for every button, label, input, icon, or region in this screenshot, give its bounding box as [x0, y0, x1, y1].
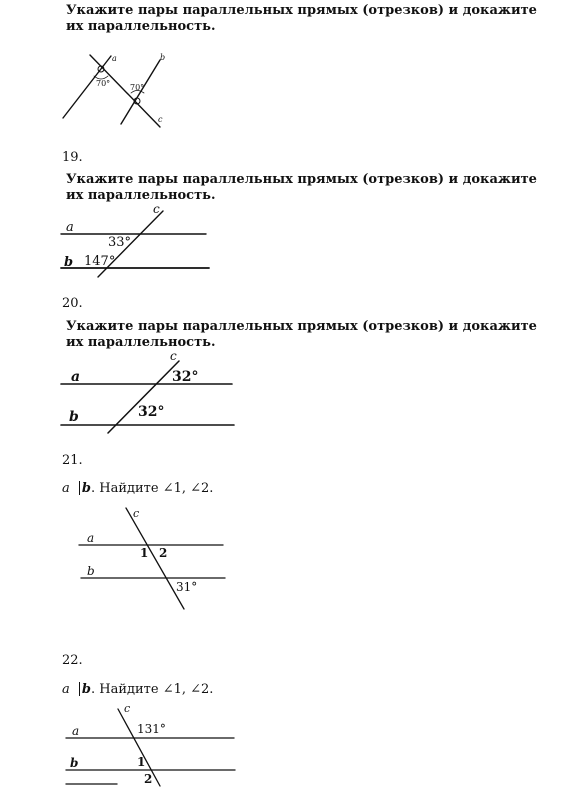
problem-20-text-line1: Укажите пары параллельных прямых (отрезков) и докажите	[66, 319, 537, 334]
fig20-line-c	[108, 361, 179, 433]
problem-22-number: 22.	[62, 653, 83, 668]
condition-rest: . Найдите ∠1, ∠2.	[91, 481, 214, 496]
fig20-label-a: a	[71, 369, 81, 385]
fig18-angle-2: 70°	[130, 83, 145, 92]
fig20-label-c: c	[170, 349, 177, 363]
figure-21	[79, 508, 225, 609]
condition-a: a	[62, 682, 70, 697]
fig22-label-c: c	[124, 702, 131, 715]
problem-19-text-line1: Укажите пары параллельных прямых (отрезков) и докажите	[66, 172, 537, 187]
fig21-label-b: b	[87, 564, 95, 578]
condition-b: b	[81, 682, 91, 697]
fig19-angle-2: 147°	[84, 254, 116, 269]
fig19-label-b: b	[64, 255, 74, 270]
fig22-mark-1: 1	[137, 755, 146, 769]
fig20-angle-2: 32°	[138, 404, 165, 420]
problem-19-number: 19.	[62, 150, 83, 165]
fig21-mark-1: 1	[140, 546, 149, 560]
fig19-label-a: a	[66, 220, 74, 235]
fig18-label-a: a	[112, 54, 117, 63]
fig22-line-c	[118, 709, 160, 786]
problem-21-number: 21.	[62, 453, 83, 468]
fig22-angle: 131°	[137, 722, 166, 736]
figure-18	[63, 55, 160, 127]
fig21-angle: 31°	[176, 580, 198, 594]
fig22-mark-2: 2	[144, 772, 153, 786]
fig21-label-c: c	[133, 507, 140, 520]
fig19-label-c: c	[153, 202, 160, 216]
condition-b: b	[81, 481, 91, 496]
fig18-label-c: c	[158, 115, 163, 124]
condition-a: a	[62, 481, 70, 496]
fig20-angle-1: 32°	[172, 369, 199, 385]
problem-20-text-line2: их параллельность.	[66, 335, 216, 350]
fig21-mark-2: 2	[159, 546, 168, 560]
fig19-angle-1: 33°	[108, 235, 132, 250]
condition-rest: . Найдите ∠1, ∠2.	[91, 682, 214, 697]
problem-18-text-line1: Укажите пары параллельных прямых (отрезков) и докажите	[66, 3, 537, 18]
problem-19-text-line2: их параллельность.	[66, 188, 216, 203]
fig21-label-a: a	[87, 531, 95, 545]
fig22-label-a: a	[72, 724, 80, 738]
problem-18-text-line2: их параллельность.	[66, 19, 216, 34]
fig18-angle-1: 70°	[96, 79, 111, 88]
fig20-label-b: b	[69, 409, 79, 425]
fig22-label-b: b	[70, 756, 79, 770]
figure-20	[61, 361, 234, 433]
problem-20-number: 20.	[62, 296, 83, 311]
fig18-label-b: b	[160, 53, 166, 62]
